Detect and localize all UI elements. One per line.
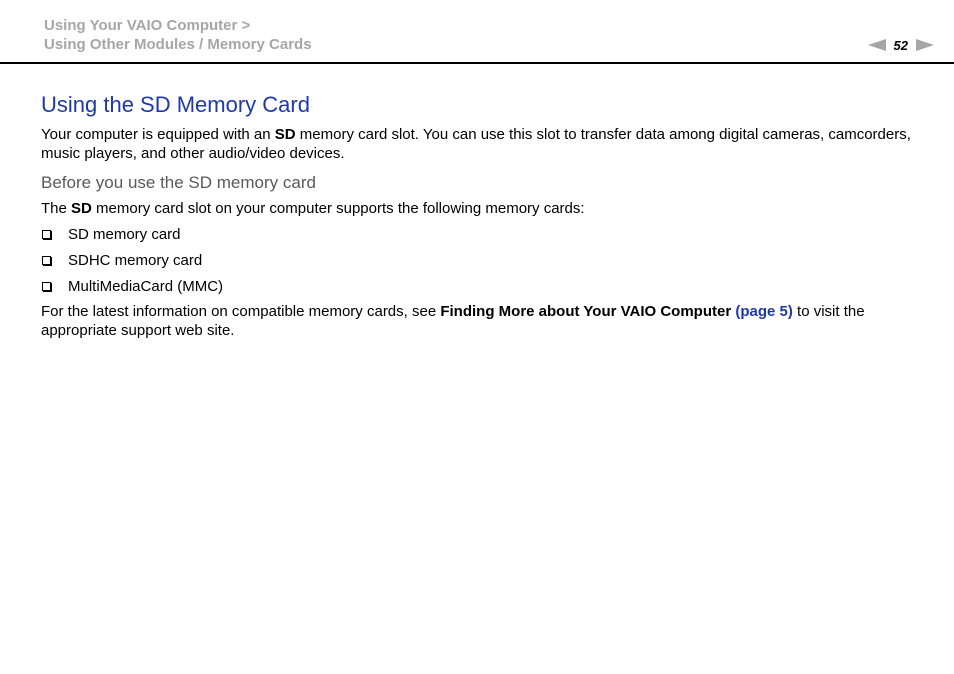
list-item [41,251,921,270]
header-divider [0,62,954,64]
page-header [0,0,954,64]
main-content [41,91,921,340]
list-item-label: SDHC memory card [68,252,203,269]
intro-text-before: Your computer is equipped with an [41,126,275,143]
latest-text-before: For the latest information on compatible memory cards, see [41,303,441,320]
breadcrumb [44,16,312,54]
next-page-arrow-icon[interactable] [916,39,934,51]
section-title: Using the SD Memory Card [41,92,310,117]
intro-paragraph [41,125,921,163]
intro-bold-sd: SD [274,126,296,143]
latest-info-paragraph [41,302,921,340]
support-text-before: The [41,200,72,217]
list-item-label: SD memory card [68,226,181,243]
support-text-after: memory card slot on your computer supports the following memory cards: [91,200,585,217]
checkbox-bullet-icon [42,230,51,239]
subheading: Before you use the SD memory card [41,173,316,192]
list-item [41,277,921,296]
page-number: 52 [893,37,908,53]
checkbox-bullet-icon [42,256,51,265]
list-item-label: MultiMediaCard (MMC) [68,278,224,295]
support-paragraph [41,199,921,218]
previous-page-arrow-icon[interactable] [868,39,886,51]
breadcrumb-line-1[interactable]: Using Your VAIO Computer > [44,17,251,34]
memory-card-list [41,225,921,296]
latest-text-after: to visit the appropriate support web site. [41,303,865,339]
page-5-link[interactable]: (page 5) [735,303,793,320]
breadcrumb-line-2[interactable]: Using Other Modules / Memory Cards [44,36,312,53]
support-bold-sd: SD [71,200,92,217]
checkbox-bullet-icon [42,282,51,291]
list-item [41,225,921,244]
intro-text-after: memory card slot. You can use this slot to transfer data among digital cameras, camcorders, music players, and other audio/video devices. [41,126,911,162]
latest-bold-reference: Finding More about Your VAIO Computer [440,303,732,320]
page-navigation [868,37,934,53]
